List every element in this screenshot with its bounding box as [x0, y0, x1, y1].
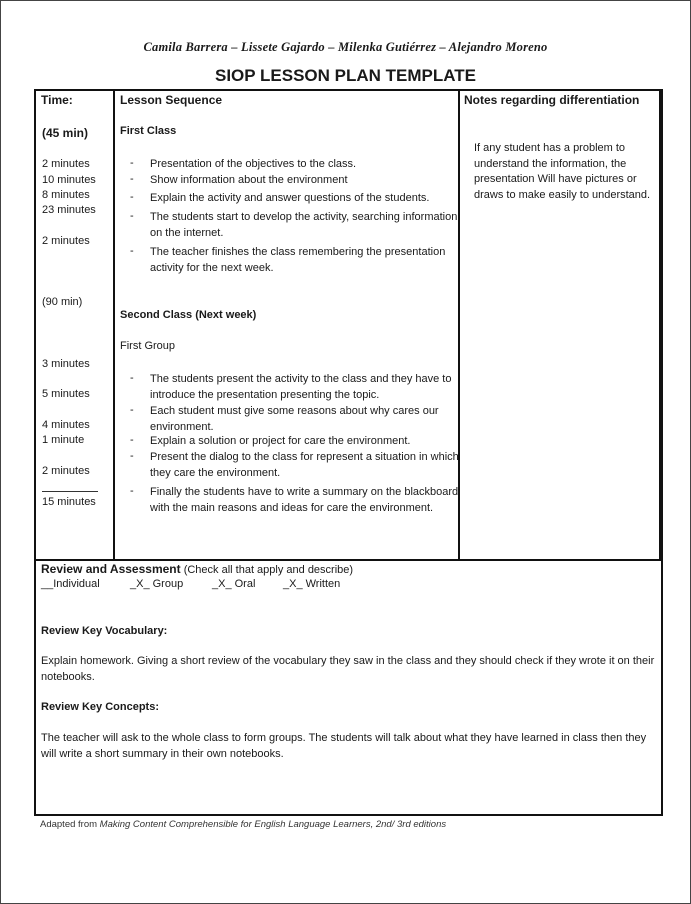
- time-entry: 10 minutes: [42, 174, 96, 186]
- assessment-option: _X_ Oral: [212, 578, 256, 590]
- time-entry: 2 minutes: [42, 158, 90, 170]
- assessment-option: __Individual: [41, 578, 100, 590]
- time-entry: 1 minute: [42, 434, 85, 446]
- time-entry: 8 minutes: [42, 189, 90, 201]
- lesson-plan-table: Time: Lesson Sequence Notes regarding differentiation (45 min) 2 minutes 10 minutes 8 minutes 23 minutes 2 minutes (90 min) 3 minutes 5 minutes 4 minutes 1 minute 2 minutes 15 minutes First Class - Presentation of the objectives to the class. - Show information about the environment - Explain the activity and answer questions of the students. - The students start to develop the activity, searching information on the internet. - The teacher finishes the class remembering the presentation activity for the next week. Second Class (Next week) First Group - The students present the activity to the class and they have to introduce the presentation presenting the topic. - Each student must give some reasons about why cares our environment. - Explain a solution or project for care the environment. - Present the dialog to the class for represent a situation in which they care the environment. - Finally the students have to write a summary on the blackboard with the main reasons and ideas for care the environment. If any student has a problem to understand the information, the presentation Will have pictures or draws to make easily to understand. Review and Assessment (Check all that apply and describe) __Individual _X_ Group _X_ Oral _X_ Written Review Key Vocabulary: Explain homework. Giving a short review of the vocabulary they saw in the class and they should check if they wrote it on their notebooks. Review Key Concepts: The teacher will ask to the whole class to form groups. The students will talk about what they have learned in class then they will write a short summary in their own notebooks.: [34, 89, 663, 816]
- footer-citation: [40, 819, 446, 830]
- notes-right-divider: [659, 91, 661, 559]
- notes-header: Notes regarding differentiation: [464, 93, 640, 107]
- second-class-duration: (90 min): [42, 296, 83, 308]
- review-instruction: (Check all that apply and describe): [183, 564, 354, 576]
- time-entry: 3 minutes: [42, 358, 90, 370]
- concepts-heading: Review Key Concepts:: [41, 701, 159, 713]
- first-class-heading: First Class: [120, 125, 177, 137]
- vocab-text: Explain homework. Giving a short review of the vocabulary they saw in the class and they should check if they wrote it on their notebooks.: [41, 655, 655, 683]
- assessment-option: _X_ Group: [130, 578, 184, 590]
- time-entry: 5 minutes: [42, 388, 90, 400]
- time-entry: 15 minutes: [42, 496, 96, 508]
- sequence-header: Lesson Sequence: [120, 93, 223, 107]
- authors-line: Camila Barrera – Lissete Gajardo – Milenka Gutiérrez – Alejandro Moreno: [143, 40, 548, 54]
- assessment-option: _X_ Written: [283, 578, 341, 590]
- footer-prefix: Adapted from: [40, 819, 100, 830]
- differentiation-notes: If any student has a problem to understand the information, the presentation Will have pictures or draws to make easily to understand.: [474, 142, 651, 201]
- time-underline: [42, 491, 98, 492]
- concepts-text: The teacher will ask to the whole class to form groups. The students will talk about what they have learned in class then they will write a short summary in their own notebooks.: [41, 732, 647, 760]
- review-heading: Review and Assessment: [41, 562, 181, 576]
- second-class-heading: Second Class (Next week): [120, 309, 257, 321]
- review-divider: [36, 559, 661, 561]
- time-entry: 2 minutes: [42, 235, 90, 247]
- footer-source: Making Content Comprehensible for English Language Learners, 2nd/ 3rd editions: [99, 819, 447, 830]
- vocab-heading: Review Key Vocabulary:: [41, 625, 168, 637]
- time-entry: 4 minutes: [42, 419, 90, 431]
- time-entry: 23 minutes: [42, 204, 96, 216]
- time-column-divider: [113, 91, 115, 559]
- page-title: SIOP LESSON PLAN TEMPLATE: [214, 66, 476, 85]
- group-label: First Group: [120, 340, 176, 352]
- time-entry: 2 minutes: [42, 465, 90, 477]
- first-class-duration: (45 min): [42, 126, 89, 140]
- time-header: Time:: [41, 93, 73, 107]
